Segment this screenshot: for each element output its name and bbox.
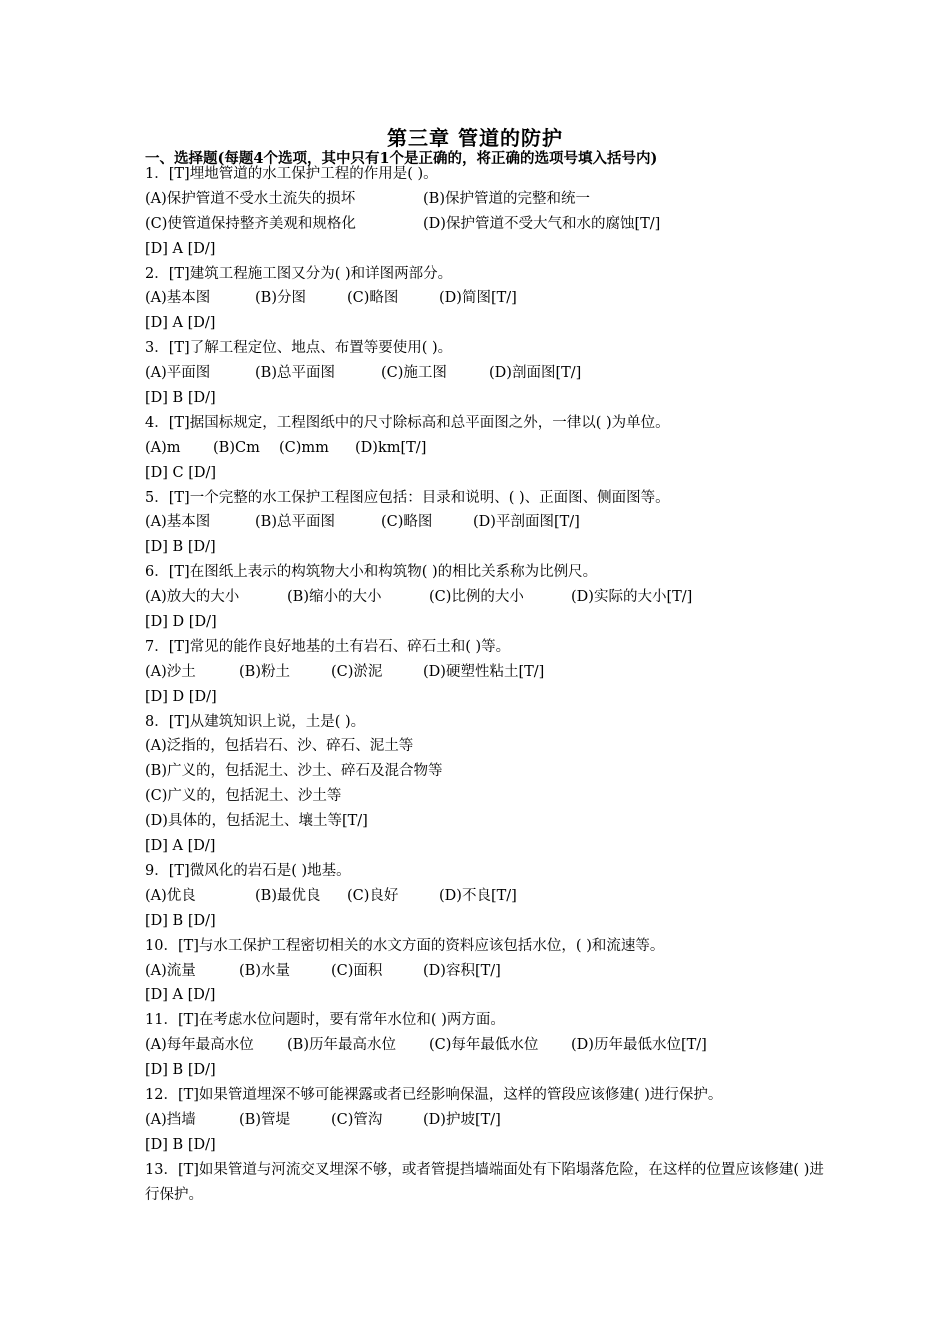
answer: [D] A [D/] (145, 240, 216, 257)
question-4: 4．[T]据国标规定，工程图纸中的尺寸除标高和总平面图之外，一律以( )为单位。 (145, 414, 670, 431)
option-d: (D)容积[T/] (423, 962, 501, 979)
options-row (145, 361, 825, 386)
question-6: 6．[T]在图纸上表示的构筑物大小和构筑物( )的相比关系称为比例尺。 (145, 564, 598, 581)
options-row (145, 585, 825, 610)
question-2: 2．[T]建筑工程施工图又分为( )和详图两部分。 (145, 265, 453, 282)
option-c: (C)比例的大小 (429, 589, 524, 606)
option-c: (C)mm (279, 439, 329, 456)
question-7: 7．[T]常见的能作良好地基的土有岩石、碎石土和( )等。 (145, 638, 511, 655)
option-a: (A)m (145, 439, 181, 456)
option-b: (B)总平面图 (255, 514, 335, 531)
options-row (145, 212, 825, 237)
option-d: (D)实际的大小[T/] (571, 589, 693, 606)
question-12: 12．[T]如果管道埋深不够可能裸露或者已经影响保温，这样的管段应该修建( )进行保护。 (145, 1086, 723, 1103)
option-b: (B)Cm (213, 439, 260, 456)
option-a: (A)保护管道不受水土流失的损坏 (145, 190, 356, 207)
question-list (145, 162, 825, 1207)
options-row (145, 436, 825, 461)
answer: [D] D [D/] (145, 688, 217, 705)
option-b: (B)水量 (239, 962, 290, 979)
answer: [D] C [D/] (145, 464, 217, 481)
options-row (145, 660, 825, 685)
option-c: (C)施工图 (381, 365, 447, 382)
question-9: 9．[T]微风化的岩石是( )地基。 (145, 862, 351, 879)
section-heading: 一、选择题(每题4个选项，其中只有1个是正确的，将正确的选项号填入括号内) (145, 150, 658, 167)
chapter-title: 第三章 管道的防护 (387, 126, 563, 150)
option-b: (B)分图 (255, 290, 306, 307)
question-3: 3．[T]了解工程定位、地点、布置等要使用( )。 (145, 340, 453, 357)
options-row (145, 187, 825, 212)
option-b: (B)最优良 (255, 887, 321, 904)
answer: [D] D [D/] (145, 614, 217, 631)
option-d: (D)剖面图[T/] (489, 365, 582, 382)
options-row (145, 1108, 825, 1133)
option-c: (C)良好 (347, 887, 399, 904)
option-d: (D)保护管道不受大气和水的腐蚀[T/] (423, 215, 661, 232)
option-d: (D)平剖面图[T/] (473, 514, 580, 531)
option-c: (C)管沟 (331, 1111, 383, 1128)
answer: [D] A [D/] (145, 987, 216, 1004)
option-b: (B)历年最高水位 (287, 1037, 396, 1054)
option-b: (B)粉土 (239, 663, 290, 680)
options-row (145, 959, 825, 984)
option-c: (C)每年最低水位 (429, 1037, 539, 1054)
question-11: 11．[T]在考虑水位问题时，要有常年水位和( )两方面。 (145, 1012, 505, 1029)
option-a: (A)平面图 (145, 365, 211, 382)
option-c: (C)面积 (331, 962, 383, 979)
answer: [D] B [D/] (145, 912, 216, 929)
option-a: (A)基本图 (145, 514, 211, 531)
option-d: (D)历年最低水位[T/] (571, 1037, 707, 1054)
options-row (145, 884, 825, 909)
option-a: (A)每年最高水位 (145, 1037, 254, 1054)
answer: [D] B [D/] (145, 1136, 216, 1153)
option-c: (C)淤泥 (331, 663, 383, 680)
option-b: (B)管堤 (239, 1111, 290, 1128)
option-a: (A)优良 (145, 887, 196, 904)
option-c: (C)使管道保持整齐美观和规格化 (145, 215, 356, 232)
option-b: (B)总平面图 (255, 365, 335, 382)
option-a: (A)挡墙 (145, 1111, 196, 1128)
question-10: 10．[T]与水工保护工程密切相关的水文方面的资料应该包括水位，( )和流速等。 (145, 937, 665, 954)
question-1: 1．[T]埋地管道的水工保护工程的作用是( )。 (145, 166, 438, 182)
option-d: (D)不良[T/] (439, 887, 517, 904)
option-a: (A)基本图 (145, 290, 211, 307)
option-a: (A)沙土 (145, 663, 196, 680)
options-row (145, 1033, 825, 1058)
option-d: (D)简图[T/] (439, 290, 517, 307)
answer: [D] A [D/] (145, 315, 216, 332)
option-b: (B)广义的，包括泥土、沙土、碎石及混合物等 (145, 763, 443, 780)
option-d: (D)硬塑性粘土[T/] (423, 663, 545, 680)
option-d: (D)具体的，包括泥土、壤土等[T/] (145, 813, 368, 830)
answer: [D] B [D/] (145, 390, 216, 407)
option-c: (C)广义的，包括泥土、沙土等 (145, 788, 342, 805)
options-row (145, 286, 825, 311)
answer: [D] B [D/] (145, 539, 216, 556)
option-a: (A)放大的大小 (145, 589, 240, 606)
option-d: (D)km[T/] (355, 439, 427, 456)
answer: [D] A [D/] (145, 838, 216, 855)
answer: [D] B [D/] (145, 1062, 216, 1079)
option-c: (C)略图 (381, 514, 433, 531)
question-13: 13．[T]如果管道与河流交叉埋深不够，或者管提挡墙端面处有下陷塌落危险，在这样的位置应该修建( )进行保护。 (145, 1161, 824, 1203)
option-b: (B)保护管道的完整和统一 (423, 190, 590, 207)
option-a: (A)流量 (145, 962, 196, 979)
options-row (145, 510, 825, 535)
option-d: (D)护坡[T/] (423, 1111, 501, 1128)
option-b: (B)缩小的大小 (287, 589, 382, 606)
option-a: (A)泛指的，包括岩石、沙、碎石、泥土等 (145, 738, 414, 755)
option-c: (C)略图 (347, 290, 399, 307)
question-5: 5．[T]一个完整的水工保护工程图应包括：目录和说明、( )、正面图、侧面图等。 (145, 489, 670, 506)
question-8: 8．[T]从建筑知识上说，土是( )。 (145, 713, 366, 730)
